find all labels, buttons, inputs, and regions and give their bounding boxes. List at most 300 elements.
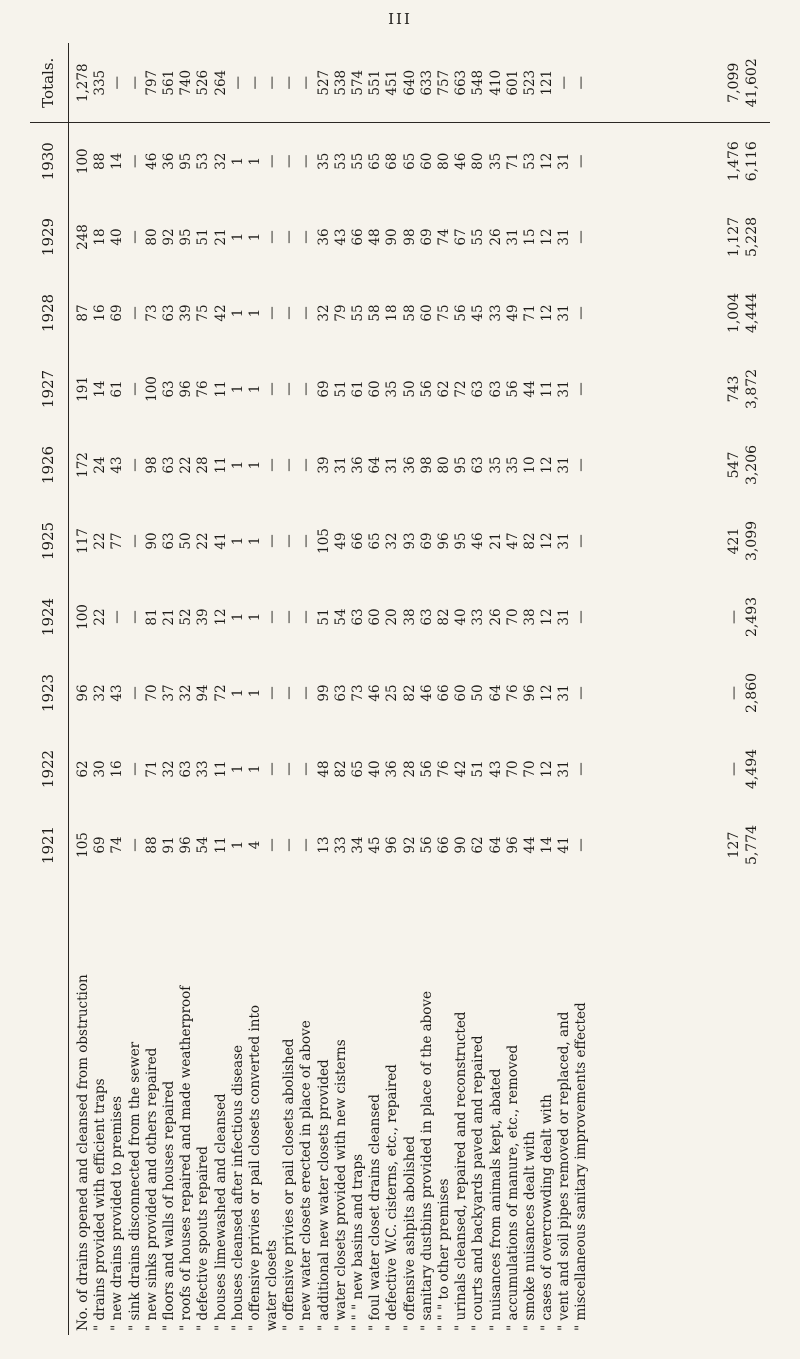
description-lines [75,883,591,1331]
year-values [75,427,591,503]
cell-value: 53 [521,152,538,170]
row-label: " new water closets erected in place of above [298,1020,315,1331]
cell-value: 46 [418,684,435,702]
cell-value: 32 [384,532,401,550]
cell-value: 46 [143,152,160,170]
cell-value: 12 [539,608,556,626]
cell-value: — [126,610,143,624]
cell-value: 34 [350,836,366,854]
cell-value: 1 [229,460,246,470]
year-subtotal: — [726,686,743,700]
year-column [69,503,716,579]
row-total: 740 [178,69,195,96]
cell-value: 51 [315,608,332,626]
year-values [75,503,591,579]
row-total: — [573,76,590,90]
year-total: 4,444 [743,292,760,334]
year-total: 4,494 [743,748,760,790]
cell-value: — [264,686,281,700]
cell-value: 64 [487,836,504,854]
year-total: 2,493 [743,596,760,638]
sanitary-work-table [30,43,770,1335]
row-total: — [264,76,281,90]
row-label: " sanitary dustbins provided in place of the above [418,990,435,1331]
year-header: 1926 [30,427,69,503]
cell-value: 43 [332,228,349,246]
cell-value: 32 [212,152,229,170]
cell-value: — [281,230,298,244]
row-label: " urinals cleansed, repaired and reconstructed [453,1011,470,1331]
row-total: — [229,76,246,90]
year-header: 1924 [30,579,69,655]
cell-value: 18 [384,304,401,322]
totals-column [69,43,716,123]
cell-value: 1 [246,232,263,242]
year-total: 5,774 [743,824,760,866]
row-label: water closets [264,1239,281,1331]
cell-value: 90 [143,532,160,550]
grand-total-sub: 7,099 [726,62,743,103]
cell-value: — [126,762,143,776]
cell-value: 31 [556,152,573,170]
year-total-cell [715,123,770,199]
row-label: " miscellaneous sanitary improvements effected [573,1002,590,1331]
row-total: 548 [470,69,487,96]
row-total: — [298,76,315,90]
cell-value: 1 [246,384,263,394]
total-values [75,43,591,123]
cell-value: 1 [229,536,246,546]
cell-value: 79 [332,304,349,322]
cell-value: 66 [350,228,366,246]
row-total: — [109,76,126,90]
cell-value: 63 [160,304,177,322]
cell-value: 50 [470,684,487,702]
cell-value: 95 [453,532,470,550]
cell-value: 63 [332,684,349,702]
cell-value: — [281,534,298,548]
cell-value: 105 [315,528,332,554]
year-subtotal: 127 [726,831,743,859]
grand-total: 41,602 [743,58,760,108]
year-subtotal: — [726,610,743,624]
row-label: " offensive privies or pail closets abolished [281,1038,298,1331]
cell-value: 73 [350,684,366,702]
cell-value: 91 [160,836,177,854]
cell-value: 58 [401,304,418,322]
year-total: 3,872 [743,368,760,410]
year-subtotal: 1,004 [726,292,743,334]
row-label: " sink drains disconnected from the sewer [126,1041,143,1331]
cell-value: — [281,838,298,852]
cell-value: 12 [212,608,229,626]
cell-value: 55 [350,304,366,322]
row-total: 757 [435,69,452,96]
cell-value: — [573,458,590,472]
row-label: " new drains provided to premises [109,1095,126,1331]
row-total: — [246,76,263,90]
cell-value: 40 [453,608,470,626]
cell-value: 21 [160,608,177,626]
row-label: " accumulations of manure, etc., removed [504,1044,521,1331]
cell-value: 117 [75,528,91,554]
cell-value: 60 [453,684,470,702]
cell-value: 40 [367,760,384,778]
cell-value: 24 [92,456,109,474]
cell-value: 71 [143,760,160,778]
cell-value: 1 [246,460,263,470]
cell-value: 4 [246,840,263,850]
cell-value: 76 [504,684,521,702]
row-label: " defective spouts repaired [195,1146,212,1331]
cell-value: 87 [75,304,91,322]
cell-value: 15 [521,228,538,246]
row-total: — [126,76,143,90]
cell-value: 1 [229,612,246,622]
cell-value: 74 [109,836,126,854]
cell-value: — [126,154,143,168]
year-header: 1930 [30,123,69,199]
cell-value: 35 [504,456,521,474]
cell-value: 42 [453,760,470,778]
cell-value: 35 [315,152,332,170]
cell-value: — [281,306,298,320]
year-subtotal: 743 [726,375,743,403]
cell-value: 38 [401,608,418,626]
cell-value: 75 [195,304,212,322]
cell-value: 96 [435,532,452,550]
table-body-row [69,43,716,1335]
cell-value: 55 [470,228,487,246]
row-total: 601 [504,69,521,96]
row-label: " houses limewashed and cleansed [212,1093,229,1331]
row-total: 451 [384,69,401,96]
cell-value: 94 [195,684,212,702]
cell-value: 38 [521,608,538,626]
cell-value: 63 [350,608,366,626]
year-column [69,351,716,427]
cell-value: 36 [401,456,418,474]
cell-value: 21 [212,228,229,246]
row-label: " vent and soil pipes removed or replaced, and [556,1011,573,1331]
cell-value: 44 [521,836,538,854]
cell-value: 1 [229,688,246,698]
cell-value: 12 [539,760,556,778]
cell-value: 26 [487,608,504,626]
cell-value: — [264,382,281,396]
cell-value: 35 [487,456,504,474]
year-values [75,351,591,427]
cell-value: 33 [470,608,487,626]
cell-value: 12 [539,304,556,322]
cell-value: 36 [384,760,401,778]
cell-value: 21 [487,532,504,550]
cell-value: 172 [75,452,91,478]
cell-value: 13 [315,836,332,854]
rotated-table-container [30,45,770,1335]
row-label: " nuisances from animals kept, abated [487,1068,504,1331]
cell-value: 1 [229,232,246,242]
cell-value: 48 [367,228,384,246]
year-total-cell [715,807,770,883]
row-total: — [281,76,298,90]
cell-value: 81 [143,608,160,626]
row-total: 640 [401,69,418,96]
cell-value: 35 [384,380,401,398]
cell-value: — [298,686,315,700]
year-subtotal: 421 [726,527,743,555]
cell-value: 56 [453,304,470,322]
year-subtotal: 1,127 [726,216,743,258]
cell-value: 11 [212,760,229,778]
cell-value: 96 [521,684,538,702]
cell-value: 1 [246,612,263,622]
cell-value: 70 [521,760,538,778]
cell-value: 22 [92,532,109,550]
row-label: " new sinks provided and others repaired [143,1047,160,1331]
row-label: " " " new basins and traps [350,1153,366,1331]
cell-value: 72 [453,380,470,398]
cell-value: 63 [418,608,435,626]
year-header: 1921 [30,807,69,883]
cell-value: 43 [109,684,126,702]
cell-value: 69 [418,532,435,550]
cell-value: 50 [178,532,195,550]
cell-value: 53 [332,152,349,170]
cell-value: — [573,686,590,700]
cell-value: 66 [435,684,452,702]
year-total-cell [715,503,770,579]
cell-value: — [264,458,281,472]
year-values [75,731,591,807]
row-total: 335 [92,69,109,96]
row-label: " additional new water closets provided [315,1059,332,1331]
cell-value: 56 [418,380,435,398]
cell-value: 96 [504,836,521,854]
cell-value: — [264,762,281,776]
cell-value: 56 [504,380,521,398]
row-total: 574 [350,69,366,96]
cell-value: — [264,838,281,852]
year-values [75,199,591,275]
cell-value: 69 [92,836,109,854]
year-header: 1925 [30,503,69,579]
cell-value: — [573,534,590,548]
cell-value: — [264,534,281,548]
cell-value: 11 [212,456,229,474]
cell-value: 31 [556,380,573,398]
cell-value: 96 [178,836,195,854]
cell-value: 16 [109,760,126,778]
cell-value: 71 [504,152,521,170]
page-number: III [388,10,412,28]
cell-value: 66 [435,836,452,854]
cell-value: 46 [470,532,487,550]
cell-value: 52 [178,608,195,626]
cell-value: 45 [367,836,384,854]
cell-value: 36 [315,228,332,246]
year-header: 1927 [30,351,69,427]
cell-value: 63 [160,380,177,398]
cell-value: — [126,534,143,548]
row-label: " " " to other premises [435,1178,452,1331]
cell-value: 12 [539,228,556,246]
cell-value: 70 [143,684,160,702]
cell-value: 70 [504,608,521,626]
year-column [69,807,716,883]
cell-value: 1 [229,840,246,850]
cell-value: 55 [350,152,366,170]
cell-value: 26 [487,228,504,246]
cell-value: 96 [384,836,401,854]
cell-value: 31 [384,456,401,474]
cell-value: 92 [401,836,418,854]
totals-row-label [715,883,770,1335]
grand-total-cell [715,43,770,123]
cell-value: 1 [246,764,263,774]
year-total-cell [715,427,770,503]
cell-value: 80 [435,152,452,170]
year-header: 1923 [30,655,69,731]
cell-value: 36 [350,456,366,474]
cell-value: 74 [435,228,452,246]
cell-value: — [298,762,315,776]
cell-value: 48 [315,760,332,778]
cell-value: — [264,610,281,624]
cell-value: 36 [160,152,177,170]
cell-value: 96 [178,380,195,398]
cell-value: 1 [229,384,246,394]
cell-value: 63 [470,456,487,474]
cell-value: 49 [332,532,349,550]
cell-value: 88 [92,152,109,170]
cell-value: — [126,458,143,472]
year-total-cell [715,199,770,275]
cell-value: 88 [143,836,160,854]
year-column [69,655,716,731]
cell-value: 51 [332,380,349,398]
year-header: 1929 [30,199,69,275]
cell-value: 25 [384,684,401,702]
cell-value: 31 [556,608,573,626]
row-label: " offensive ashpits abolished [401,1135,418,1331]
cell-value: 92 [160,228,177,246]
row-total: 121 [539,69,556,96]
cell-value: 66 [350,532,366,550]
cell-value: 65 [350,760,366,778]
year-subtotal: 547 [726,451,743,479]
cell-value: 1 [229,156,246,166]
cell-value: 16 [92,304,109,322]
cell-value: 69 [109,304,126,322]
cell-value: — [264,154,281,168]
cell-value: 248 [75,224,91,250]
cell-value: 14 [539,836,556,854]
year-header: 1928 [30,275,69,351]
cell-value: 33 [332,836,349,854]
cell-value: 64 [487,684,504,702]
cell-value: 63 [487,380,504,398]
cell-value: 95 [178,152,195,170]
row-label: " cases of overcrowding dealt with [539,1094,556,1331]
cell-value: — [573,230,590,244]
year-total: 2,860 [743,672,760,714]
cell-value: 33 [195,760,212,778]
year-values [75,807,591,883]
year-total: 3,099 [743,520,760,562]
cell-value: 1 [246,156,263,166]
row-label: " floors and walls of houses repaired [160,1080,177,1331]
cell-value: 54 [332,608,349,626]
cell-value: 100 [75,148,91,175]
row-label: No. of drains opened and cleansed from obstruction [75,974,91,1331]
cell-value: 76 [435,760,452,778]
year-column [69,579,716,655]
cell-value: 95 [453,456,470,474]
cell-value: — [281,382,298,396]
cell-value: 100 [143,376,160,402]
cell-value: 14 [92,380,109,398]
cell-value: 93 [401,532,418,550]
cell-value: 80 [470,152,487,170]
cell-value: 105 [75,832,91,858]
year-total-cell [715,275,770,351]
cell-value: 63 [160,532,177,550]
year-total: 5,228 [743,216,760,258]
cell-value: 73 [143,304,160,322]
year-subtotal: — [726,762,743,776]
cell-value: — [126,306,143,320]
row-total: 526 [195,69,212,96]
cell-value: 62 [435,380,452,398]
cell-value: 50 [401,380,418,398]
cell-value: 70 [504,760,521,778]
cell-value: 35 [487,152,504,170]
cell-value: 12 [539,532,556,550]
cell-value: 82 [332,760,349,778]
cell-value: — [573,762,590,776]
row-label: " water closets provided with new cisterns [332,1039,349,1331]
row-total: — [556,76,573,90]
cell-value: 90 [453,836,470,854]
cell-value: 100 [75,604,91,630]
cell-value: 43 [109,456,126,474]
cell-value: 12 [539,456,556,474]
cell-value: 12 [539,152,556,170]
header-row [30,43,69,1335]
totals-header: Totals. [30,43,69,123]
year-values [75,124,591,200]
cell-value: 62 [75,760,91,778]
cell-value: — [109,610,126,624]
cell-value: 63 [470,380,487,398]
cell-value: 22 [178,456,195,474]
cell-value: 32 [160,760,177,778]
year-column [69,123,716,199]
cell-value: 1 [246,308,263,318]
year-values [75,275,591,351]
cell-value: 60 [418,152,435,170]
cell-value: 11 [212,380,229,398]
row-label: " offensive privies or pail closets converted into [246,1004,263,1331]
cell-value: 33 [487,304,504,322]
cell-value: 71 [521,304,538,322]
cell-value: — [126,686,143,700]
cell-value: 31 [332,456,349,474]
cell-value: — [298,610,315,624]
cell-value: 39 [315,456,332,474]
description-column [69,883,716,1335]
